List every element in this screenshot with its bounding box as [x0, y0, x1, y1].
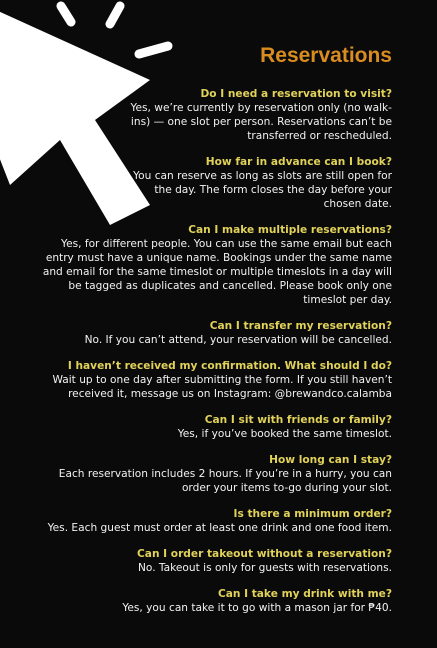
faq-answer-line: chosen date.	[323, 198, 392, 210]
faq-answer	[12, 427, 392, 441]
faq-question: Do I need a reservation to visit?	[200, 88, 392, 100]
faq-answer-line: Yes, if you’ve booked the same timeslot.	[177, 428, 392, 440]
cursor-click-ray	[139, 46, 168, 54]
faq-answer-line: Wait up to one day after submitting the form. If you still haven’t	[52, 374, 392, 386]
faq-question: Can I take my drink with me?	[217, 588, 392, 600]
faq-answer-line: Yes, for different people. You can use the same email but each	[61, 238, 392, 250]
faq-answer-line: No. Takeout is only for guests with reservations.	[137, 562, 392, 574]
faq-question: Can I order takeout without a reservation?	[137, 548, 392, 560]
faq-answer-line: No. If you can’t attend, your reservation will be cancelled.	[84, 334, 392, 346]
faq-answer-line: You can reserve as long as slots are still open for	[133, 170, 392, 182]
faq-item	[12, 156, 392, 211]
faq-answer-line: the day. The form closes the day before your	[154, 184, 392, 196]
faq-question: How long can I stay?	[269, 454, 392, 466]
faq-item	[12, 508, 392, 535]
cursor-click-ray	[61, 6, 71, 22]
faq-answer	[12, 101, 392, 143]
faq-answer	[12, 467, 392, 495]
faq-answer-line: Each reservation includes 2 hours. If you’re in a hurry, you can	[58, 468, 392, 480]
faq-answer-line: Yes. Each guest must order at least one drink and one food item.	[47, 522, 392, 534]
faq-answer-line: Yes, we’re currently by reservation only (no walk-	[130, 102, 392, 114]
faq-answer	[12, 237, 392, 307]
faq-answer-line: and email for the same timeslot or multiple timeslots in a day will	[42, 266, 392, 278]
faq-question: Can I transfer my reservation?	[209, 320, 392, 332]
faq-answer-line: ins) — one slot per person. Reservations can’t be	[130, 116, 392, 128]
faq-item	[12, 548, 392, 575]
faq-item	[12, 588, 392, 615]
faq-question: Can I sit with friends or family?	[204, 414, 392, 426]
page-title: Reservations	[260, 44, 392, 67]
faq-answer	[12, 373, 392, 401]
faq-answer	[12, 601, 392, 615]
faq-question: Is there a minimum order?	[233, 508, 392, 520]
faq-item	[12, 320, 392, 347]
faq-answer	[12, 561, 392, 575]
faq-item	[12, 224, 392, 307]
faq-answer-line: received it, message us on Instagram: @brewandco.calamba	[68, 388, 392, 400]
faq-answer-line: timeslot per day.	[303, 294, 392, 306]
faq-answer-line: be tagged as duplicates and cancelled. Please book only one	[68, 280, 392, 292]
faq-answer-line: Yes, you can take it to go with a mason jar for ₱40.	[122, 602, 392, 614]
faq-answer-line: transferred or rescheduled.	[247, 130, 392, 142]
faq-answer	[12, 333, 392, 347]
faq-question: I haven’t received my confirmation. What should I do?	[67, 360, 392, 372]
faq-item	[12, 360, 392, 401]
faq-item	[12, 88, 392, 143]
faq-item	[12, 454, 392, 495]
faq-answer-line: order your items to-go during your slot.	[181, 482, 392, 494]
faq-list	[12, 88, 392, 628]
faq-question: How far in advance can I book?	[205, 156, 392, 168]
faq-answer	[12, 169, 392, 211]
faq-answer	[12, 521, 392, 535]
faq-answer-line: entry must have a unique name. Bookings under the same name	[45, 252, 392, 264]
faq-item	[12, 414, 392, 441]
cursor-click-ray	[110, 6, 120, 24]
faq-question: Can I make multiple reservations?	[188, 224, 392, 236]
